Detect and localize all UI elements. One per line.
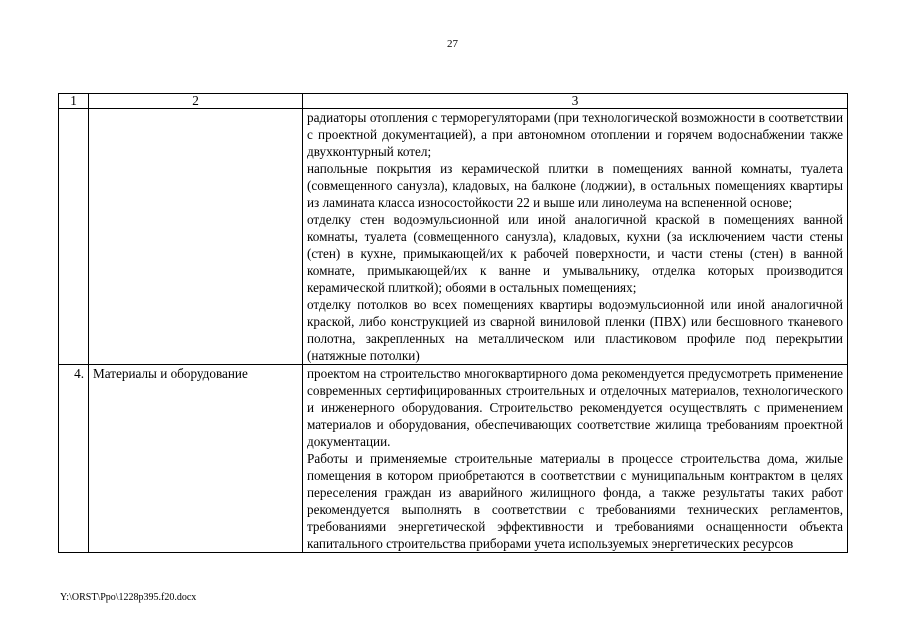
content-paragraph: радиаторы отопления с терморегуляторами (при технологической возможности в соответствии с проектной документацией), а при автономном отоплении и горячем водоснабжении также двухконтурный котел;: [307, 110, 843, 159]
column-header-1: 1: [59, 94, 89, 109]
row-content: [303, 109, 848, 365]
row-content: [303, 365, 848, 553]
page-number: 27: [447, 38, 458, 50]
content-paragraph: напольные покрытия из керамической плитки в помещениях ванной комнаты, туалета (совмещенного санузла), кладовых, на балконе (лоджии), в остальных помещениях квартиры из ламината класса износостойкости 22 и выше или линолеума на вспененной основе;: [307, 161, 843, 210]
content-paragraph: отделку потолков во всех помещениях квартиры водоэмульсионной или иной аналогичной краской, либо конструкцией из сварной виниловой пленки (ПВХ) или бесшовного тканевого полотна, закрепленных на металлическом или пластиковом профиле под перекрытии (натяжные потолки): [307, 297, 843, 363]
table-header-row: [59, 94, 848, 109]
column-header-3: 3: [303, 94, 848, 109]
row-title: [89, 109, 303, 365]
content-paragraph: проектом на строительство многоквартирного дома рекомендуется предусмотреть применение современных сертифицированных строительных и отделочных материалов, технологического и инженерного оборудования. Строительство рекомендуется осуществлять с применением материалов и оборудования, обеспечивающих соответствие жилища требованиям проектной документации.: [307, 366, 843, 449]
content-paragraph: Работы и применяемые строительные материалы в процессе строительства дома, жилые помещения в котором приобретаются в соответствии с муниципальным контрактом в целях переселения граждан из аварийного жилищного фонда, а также результаты таких работ рекомендуется выполнять в соответствии с требованиями технических регламентов, требованиями энергетической эффективности и требованиями оснащенности объекта капитального строительства приборами учета используемых энергетических ресурсов: [307, 451, 843, 551]
table-row: [59, 109, 848, 365]
requirements-table: [58, 93, 848, 553]
row-number: [59, 109, 89, 365]
row-number: 4.: [59, 365, 89, 553]
table-row: [59, 365, 848, 553]
row-title: Материалы и оборудование: [89, 365, 303, 553]
content-paragraph: отделку стен водоэмульсионной или иной аналогичной краской в помещениях ванной комнаты, туалета (совмещенного санузла), кладовых, кухни (за исключением части стены (стен) в кухне, примыкающей/их к рабочей поверхности, и части стены (стен) в ванной комнате, примыкающей/их к ванне и умывальнику, отделка которых производится керамической плиткой); обоями в остальных помещениях;: [307, 212, 843, 295]
document-file-path: Y:\ORST\Ppo\1228p395.f20.docx: [60, 592, 197, 603]
column-header-2: 2: [89, 94, 303, 109]
